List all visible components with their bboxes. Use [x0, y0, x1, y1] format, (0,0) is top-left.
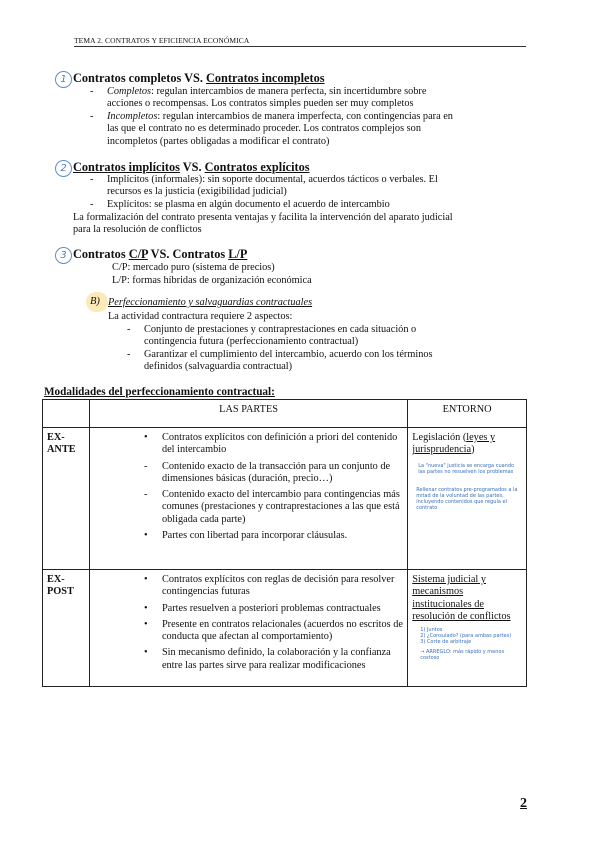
text: las que el contrato no es determinado proceder. Los contratos complejos son [107, 123, 421, 135]
dash-marker: - [90, 174, 94, 185]
dash-marker: - [143, 489, 148, 501]
list-item [138, 461, 403, 486]
title-vs: VS. [181, 71, 206, 85]
title-vs: VS. [179, 160, 205, 174]
label: POST [47, 586, 74, 598]
section-b-marker: B) [90, 296, 100, 307]
term: Incompletos [107, 111, 158, 122]
bullet-marker: • [143, 618, 148, 630]
title-part-underlined: Contratos incompletos [206, 71, 325, 85]
section-number-2: 2 [55, 160, 72, 177]
expost-entorno-text: Sistema judicial y mecanismos institucionales de resolución de conflictos [412, 574, 511, 622]
table-title: Modalidades del perfeccionamiento contractual: [44, 386, 275, 398]
dash-marker: - [90, 111, 94, 122]
list-item [138, 432, 403, 457]
text: La formalización del contrato presenta ventajas y facilita la intervención del aparato judicial [73, 212, 453, 223]
text-underlined: leyes y jurisprudencia [412, 432, 496, 456]
list-item-text: Partes resuelven a posteriori problemas contractuales [161, 602, 381, 614]
modalities-table [42, 399, 527, 687]
exante-list [138, 432, 403, 542]
section-3-line-1: C/P: mercado puro (sistema de precios) [112, 262, 275, 273]
section-2-paragraph [73, 212, 453, 237]
list-item [138, 530, 403, 542]
label: ANTE [47, 444, 76, 456]
text: contingencia futura (perfeccionamiento contractual) [144, 336, 359, 348]
handwritten-note: 2) ¿Consulado? (para ambas partes) [420, 633, 512, 640]
section-2-item-1 [107, 174, 438, 199]
text: : regulan intercambios de manera perfecta, sin incertidumbre sobre [151, 86, 427, 97]
text: para la resolución de conflictos [73, 224, 202, 236]
page-number: 2 [520, 796, 527, 811]
dash-marker: - [90, 199, 94, 210]
section-number-3: 3 [55, 247, 72, 264]
section-2-item-2: Explícitos: se plasma en algún documento el acuerdo de intercambio [107, 199, 390, 210]
text: recursos es la justicia (exigibilidad judicial) [107, 186, 287, 198]
row-header-exante [43, 428, 90, 570]
text: ) [471, 444, 475, 456]
list-item-text: Partes con libertad para incorporar cláusulas. [161, 530, 348, 542]
title-part: Contratos completos [73, 71, 182, 85]
text: Garantizar el cumplimiento del intercambio, acuerdo con los términos [144, 349, 433, 360]
list-item-text: Sin mecanismo definido, la colaboración y la confianza entre las partes sirve para realizar modificaciones [161, 647, 391, 671]
table-row-exante [43, 428, 527, 570]
label: EX- [47, 432, 65, 443]
section-3-line-2: L/P: formas híbridas de organización económica [112, 275, 312, 286]
header-divider [74, 46, 526, 47]
section-b-item-1 [144, 324, 416, 349]
handwritten-note: 3) Corte de arbitraje [420, 639, 472, 646]
dash-marker: - [143, 460, 148, 472]
dash-marker: - [90, 86, 94, 97]
text: : regulan intercambios de manera imperfecta, con contingencias para en [157, 111, 453, 122]
bullet-marker: • [143, 602, 148, 614]
list-item [138, 603, 403, 615]
section-number-1: 1 [55, 71, 72, 88]
exante-partes-cell [89, 428, 407, 570]
section-1-item-2 [107, 111, 453, 148]
dash-marker: - [127, 349, 131, 360]
text: incompletos (partes obligadas a modificar el contrato) [107, 135, 330, 147]
row-header-expost [43, 570, 90, 687]
handwritten-note: 1) Juntos [420, 627, 443, 634]
title-part-underlined: Contratos explícitos [204, 160, 310, 174]
title-vs: VS. Contratos [147, 247, 229, 261]
label: EX- [47, 574, 65, 585]
title-part: Contratos [73, 247, 129, 261]
handwritten-note: → ARREGLO: más rápido y menos costoso [420, 649, 505, 662]
list-item-text: Contenido exacto de la transacción para un conjunto de dimensiones básicas (duración, precio…) [161, 460, 391, 484]
text: acciones o recompensas. Los contratos simples pueden ser muy completos [107, 98, 414, 110]
text: Implícitos (informales): sin soporte documental, acuerdos tácticos o verbales. El [107, 174, 438, 185]
exante-entorno-text [412, 432, 522, 457]
section-1-title [73, 71, 325, 86]
table-row-expost [43, 570, 527, 687]
section-b-intro: La actividad contractura requiere 2 aspectos: [108, 311, 293, 322]
section-b-item-2 [144, 349, 433, 374]
list-item-text: Contratos explícitos con reglas de decisión para resolver contingencias futuras [161, 574, 395, 598]
title-part-underlined: L/P [228, 247, 248, 261]
empty-corner-cell [43, 400, 90, 428]
text: definidos (salvaguardia contractual) [144, 361, 293, 373]
bullet-marker: • [143, 432, 148, 443]
text: Conjunto de prestaciones y contraprestaciones en cada situación o [144, 324, 417, 335]
expost-partes-cell [89, 570, 407, 687]
col-header-partes: LAS PARTES [89, 400, 407, 428]
handwritten-note: Rellenar contratos pre-programados a la mitad de la voluntad de las partes, incluyendo contenidos que regula el contrato [416, 486, 518, 511]
term: Completos [107, 86, 152, 97]
dash-marker: - [127, 324, 131, 335]
handwritten-note: La "nueva" justicia se encarga cuando las partes no resuelven los problemas [418, 462, 515, 475]
text: Legislación ( [412, 432, 467, 443]
exante-entorno-cell [408, 428, 527, 570]
list-item-text: Presente en contratos relacionales (acuerdos no escritos de conducta que afectan al comportamiento) [161, 618, 403, 643]
expost-entorno-cell [408, 570, 527, 687]
list-item-text: Contratos explícitos con definición a priori del contenido del intercambio [161, 432, 398, 456]
section-b-title: Perfeccionamiento y salvaguardias contractuales [108, 297, 313, 308]
bullet-marker: • [143, 530, 148, 542]
col-header-entorno: ENTORNO [408, 400, 527, 428]
table-header-row [43, 400, 527, 428]
list-item [138, 619, 403, 644]
list-item [138, 647, 403, 672]
expost-list [138, 574, 403, 672]
section-1-item-1 [107, 86, 426, 111]
title-part-underlined: C/P [128, 247, 148, 261]
list-item [138, 574, 403, 599]
bullet-marker: • [143, 574, 148, 585]
list-item [138, 489, 403, 526]
section-2-title [73, 160, 310, 175]
list-item-text: Contenido exacto del intercambio para contingencias más comunes (prestaciones y contraprestaciones a las que está obligada cada parte) [161, 489, 400, 525]
title-part-underlined: Contratos implícitos [73, 160, 180, 174]
bullet-marker: • [143, 647, 148, 659]
section-3-title [73, 247, 247, 262]
page-header: TEMA 2. CONTRATOS Y EFICIENCIA ECONÓMICA [74, 36, 250, 45]
